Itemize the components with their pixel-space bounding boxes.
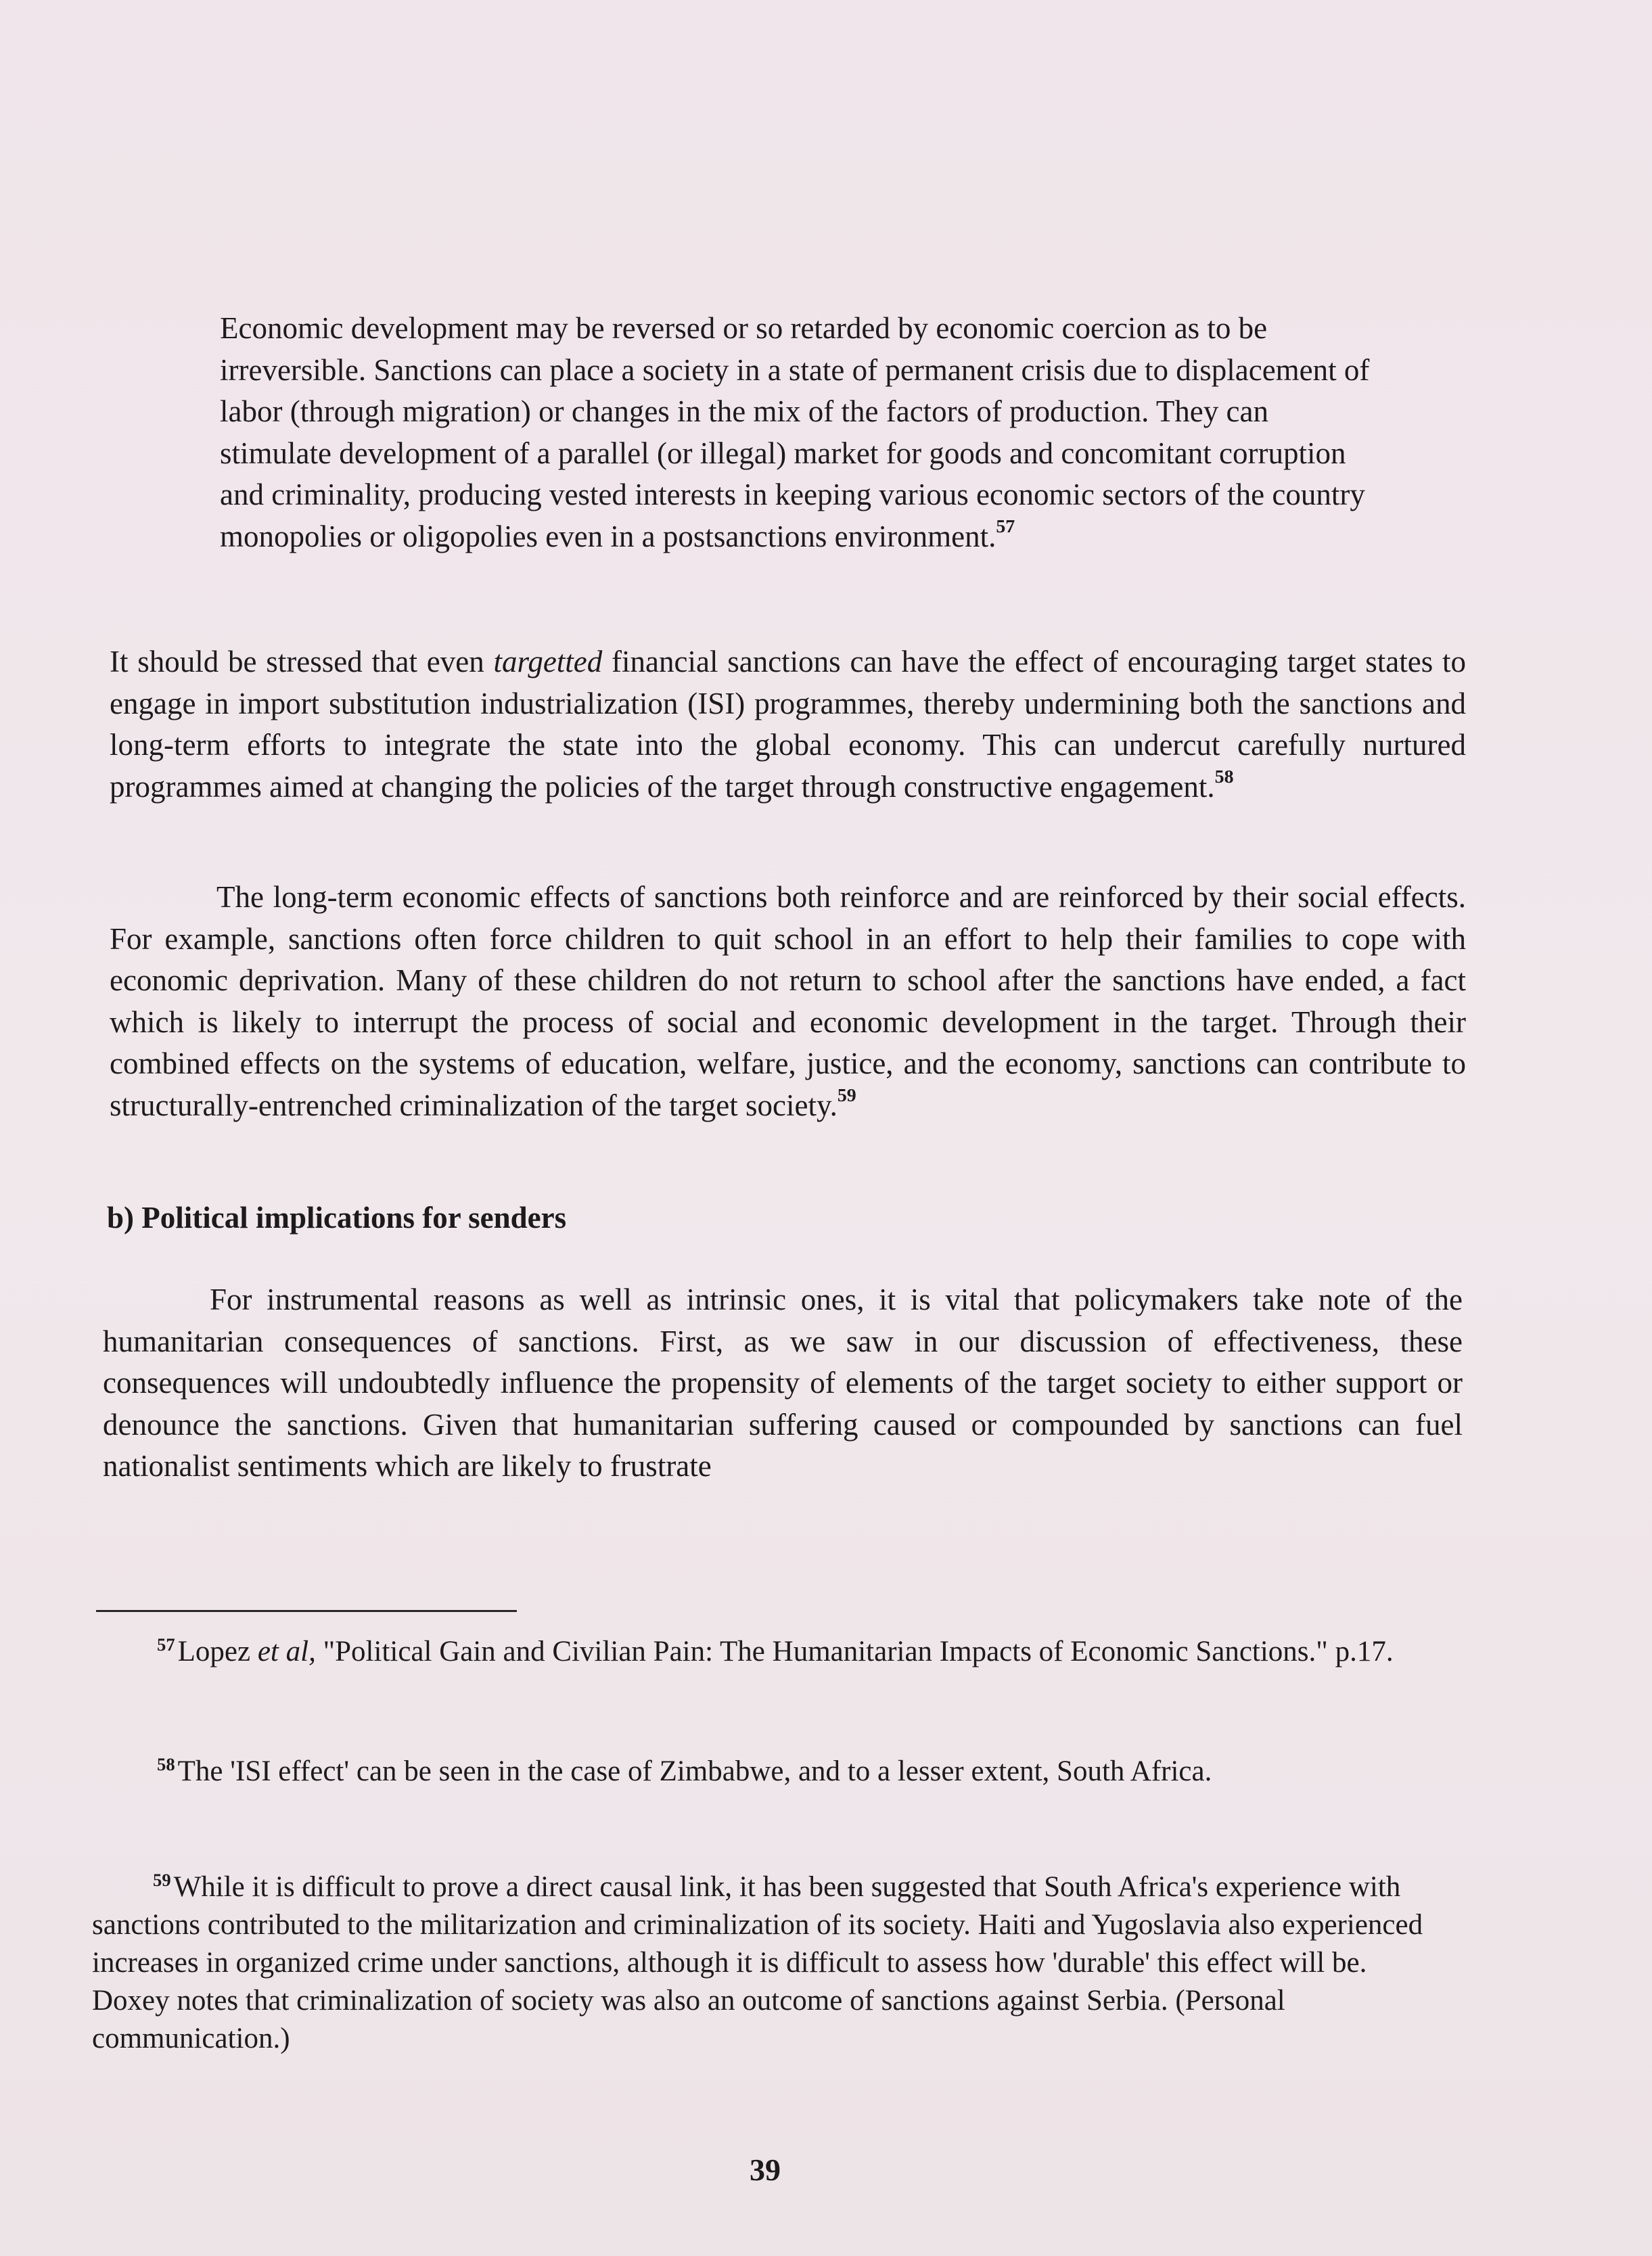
footnote-separator <box>96 1610 517 1612</box>
footnote-ref-58: 58 <box>1214 766 1234 788</box>
footnote-57-emphasis: et al, <box>257 1636 316 1667</box>
page-number: 39 <box>750 2153 781 2187</box>
footnote-58-text: The 'ISI effect' can be seen in the case of Zimbabwe, and to a lesser extent, South Africa. <box>177 1755 1212 1787</box>
paragraph-long-term-text: The long-term economic effects of sanctions both reinforce and are reinforced by their social effects. For example, sanctions often force children to quit school in an effort to help their families to cope with economic deprivation. Many of these children do not return to school after the sanctions have ended, a fact which is likely to interrupt the process of social and economic development in the target. Through their combined effects on the systems of education, welfare, justice, and the economy, sanctions can contribute to structurally-entrenched criminalization of the target society. <box>110 880 1466 1122</box>
footnote-59-mark: 59 <box>153 1869 171 1890</box>
section-heading: b) Political implications for senders <box>107 1201 567 1235</box>
paragraph-instrumental-text: For instrumental reasons as well as intrinsic ones, it is vital that policymakers take note of the humanitarian consequences of sanctions. First, as we saw in our discussion of effectiveness, these consequences will undoubtedly influence the propensity of elements of the target society to either support or denounce the sanctions. Given that humanitarian suffering caused or compounded by sanctions can fuel nationalist sentiments which are likely to frustrate <box>103 1283 1463 1483</box>
paragraph-isi <box>110 641 1466 808</box>
block-quote <box>220 308 1370 557</box>
paragraph-isi-after: financial sanctions can have the effect of encouraging target states to engage in import substitution industrialization (ISI) programmes, thereby undermining both the sanctions and long-term efforts to integrate the state into the global economy. This can undercut carefully nurtured programmes aimed at changing the policies of the target through constructive engagement. <box>110 645 1466 804</box>
paragraph-isi-before: It should be stressed that even <box>110 645 494 678</box>
paragraph-isi-emphasis: targetted <box>493 645 603 678</box>
block-quote-text: Economic development may be reversed or so retarded by economic coercion as to be irreversible. Sanctions can place a society in a state of permanent crisis due to displacement of labor (through migration) or changes in the mix of the factors of production. They can stimulate development of a parallel (or illegal) market for goods and concomitant corruption and criminality, producing vested interests in keeping various economic sectors of the country monopolies or oligopolies even in a postsanctions environment. <box>220 311 1370 553</box>
footnote-ref-57: 57 <box>996 516 1015 538</box>
footnote-ref-59: 59 <box>837 1085 856 1107</box>
paragraph-instrumental-reasons <box>103 1279 1463 1488</box>
paragraph-long-term-effects <box>110 877 1466 1126</box>
footnote-58 <box>96 1753 1442 1791</box>
footnote-57-before: Lopez <box>177 1636 258 1667</box>
footnote-59 <box>92 1868 1445 2058</box>
footnote-59-text: While it is difficult to prove a direct causal link, it has been suggested that South Africa's experience with sanctions contributed to the militarization and criminalization of its society. Haiti and Yugoslavia also experienced increases in organized crime under sanctions, although it is difficult to assess how 'durable' this effect will be. Doxey notes that criminalization of society was also an outcome of sanctions against Serbia. (Personal communication.) <box>92 1871 1423 2054</box>
footnote-58-mark: 58 <box>157 1753 175 1774</box>
footnote-57-mark: 57 <box>157 1634 175 1655</box>
footnote-57 <box>96 1633 1442 1671</box>
footnote-57-after: "Political Gain and Civilian Pain: The Humanitarian Impacts of Economic Sanctions." p.17. <box>315 1636 1394 1667</box>
